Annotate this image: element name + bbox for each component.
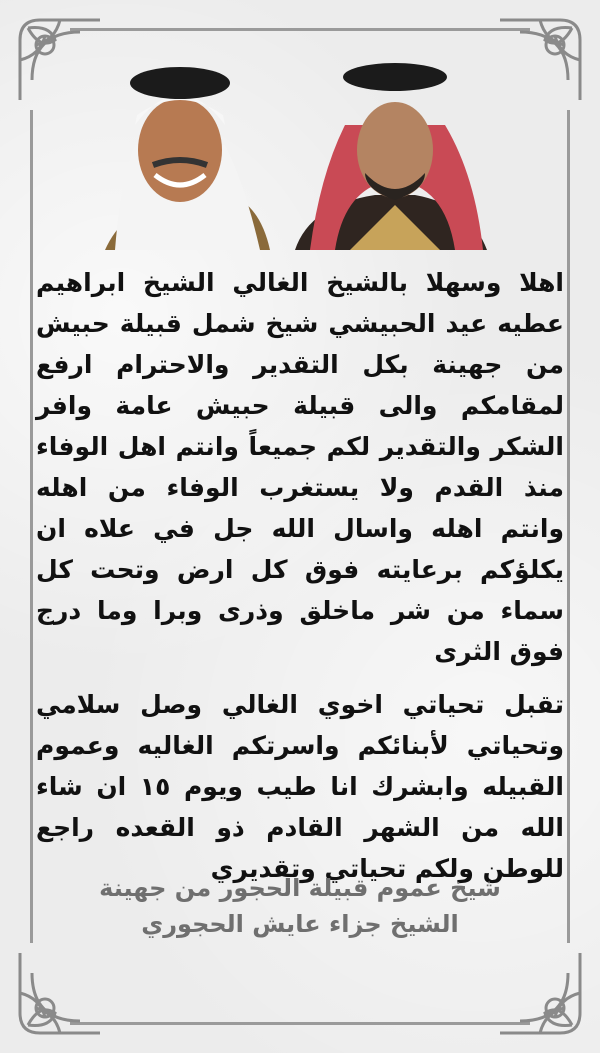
signature-block — [40, 870, 560, 942]
message-paragraph-2: تقبل تحياتي اخوي الغالي وصل سلامي وتحياتي لأبنائكم واسرتكم الغاليه وعموم القبيله وابشرك انا طيب ويوم ١٥ ان شاء الله من الشهر القادم ذو القعده راجع للوطن ولكم تحياتي وتقديري — [36, 690, 564, 883]
corner-ornament-icon — [10, 943, 110, 1043]
corner-ornament-icon — [490, 10, 590, 110]
corner-ornament-icon — [490, 943, 590, 1043]
portraits-photo — [95, 55, 495, 255]
frame-top-border — [70, 28, 530, 31]
frame-left-border — [30, 110, 33, 943]
frame-bottom-border — [70, 1022, 530, 1025]
portrait-left — [105, 67, 270, 250]
signature-title: شيخ عموم قبيلة الحجور من جهينة — [99, 874, 501, 902]
portrait-right — [295, 63, 487, 250]
message-paragraph-1: اهلا وسهلا بالشيخ الغالي الشيخ ابراهيم عطيه عيد الحبيشي شيخ شمل قبيلة حبيش من جهينة بكل التقدير والاحترام ارفع لمقامكم والى قبيلة حبيش عامة وافر الشكر والتقدير لكم جميعاً وانتم اهل الوفاء منذ القدم ولا يستغرب الوفاء من اهله وانتم اهله واسال الله جل في علاه ان يكلؤكم برعايته فوق كل ارض وتحت كل سماء من شر ماخلق وذرى وبرا وما درج فوق الثرى — [36, 268, 564, 666]
signature-name: الشيخ جزاء عايش الحجوري — [141, 910, 459, 938]
frame-right-border — [567, 110, 570, 943]
message-body — [36, 262, 564, 901]
